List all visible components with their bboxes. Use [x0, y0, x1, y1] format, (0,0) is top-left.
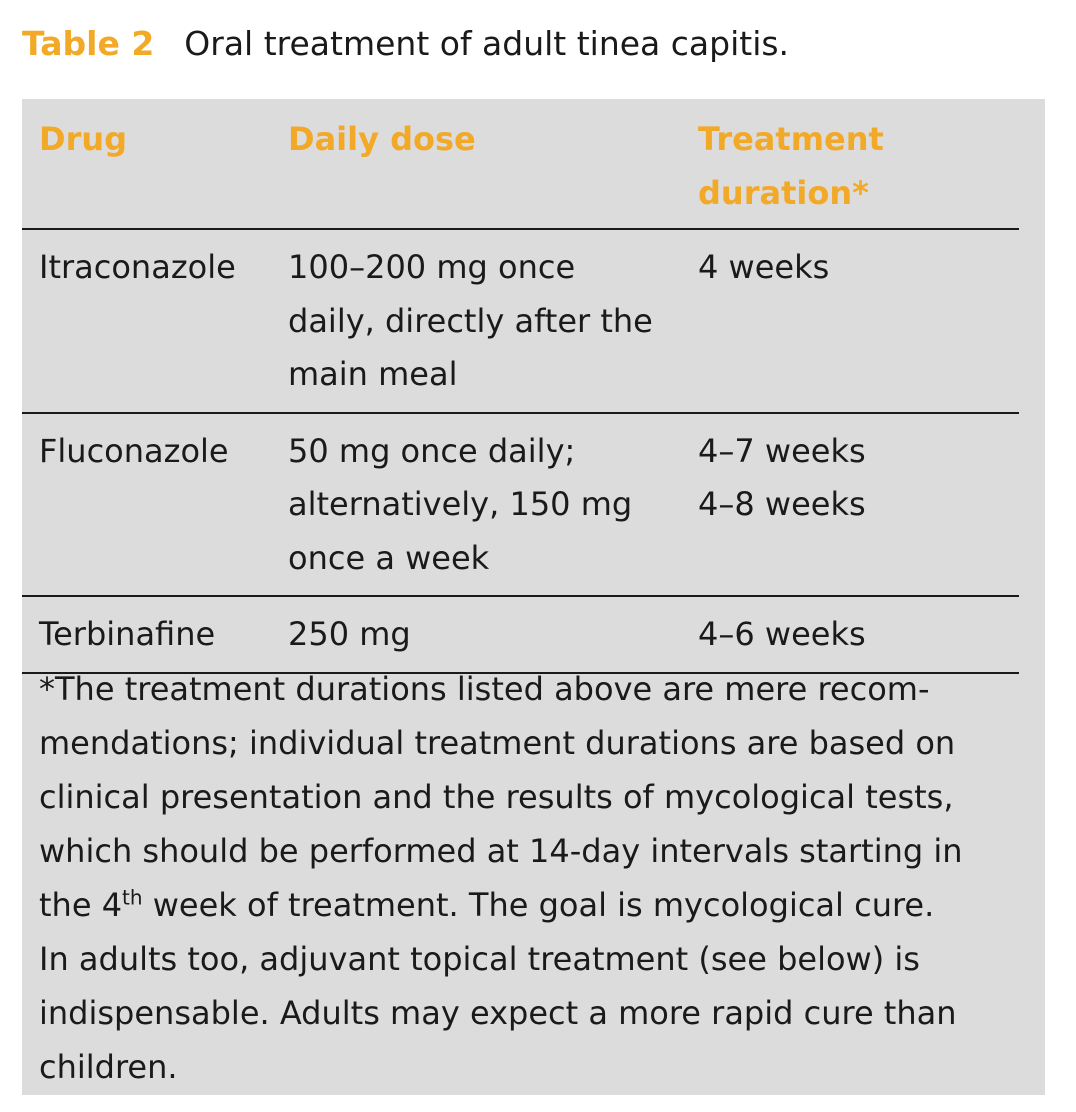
table-row — [22, 413, 1019, 597]
footnote-text: the 4 — [39, 886, 123, 924]
dose-line: daily, directly after the — [288, 301, 653, 340]
header-drug: Drug — [22, 99, 268, 229]
table-caption — [22, 22, 789, 66]
duration-line: 4–8 weeks — [698, 485, 866, 523]
footnote-line: In adults too, adjuvant topical treatment (see below) is — [39, 940, 920, 978]
duration-line: 4–6 weeks — [698, 615, 866, 653]
dose-line: main meal — [288, 355, 458, 393]
drug-cell: Itraconazole — [22, 229, 268, 413]
table-title: Oral treatment of adult tinea capitis. — [184, 24, 790, 63]
footnote-line: indispensable. Adults may expect a more rapid cure than — [39, 994, 957, 1032]
header-treatment-duration — [678, 99, 1019, 229]
drug-cell: Fluconazole — [22, 413, 268, 597]
footnote-line: mendations; individual treatment durations are based on — [39, 724, 956, 762]
footnote-line: *The treatment durations listed above are mere recom- — [39, 670, 930, 708]
dose-line: 100–200 mg once — [288, 248, 576, 286]
ordinal-superscript: th — [122, 885, 143, 910]
table-header-row — [22, 99, 1019, 229]
duration-cell — [678, 413, 1019, 597]
table-row — [22, 229, 1019, 413]
footnote-text: week of treatment. The goal is mycological cure. — [142, 886, 935, 924]
dose-line: 50 mg once daily; — [288, 431, 576, 470]
footnote-line: children. — [39, 1048, 178, 1086]
footnote-line — [39, 878, 1029, 932]
dose-line: alternatively, 150 mg — [288, 485, 633, 523]
header-treatment-duration-text: Treatment duration* — [698, 120, 884, 212]
table-panel — [22, 99, 1045, 1095]
drug-cell: Terbinafine — [22, 596, 268, 673]
footnote-line: clinical presentation and the results of mycological tests, — [39, 778, 954, 816]
table-footnote — [39, 662, 1029, 1094]
table-label: Table 2 — [22, 24, 155, 63]
dose-line: once a week — [288, 538, 490, 577]
duration-cell — [678, 229, 1019, 413]
duration-line: 4–7 weeks — [698, 431, 866, 470]
header-daily-dose: Daily dose — [268, 99, 678, 229]
dose-cell — [268, 229, 678, 413]
duration-line: 4 weeks — [698, 248, 830, 286]
dose-cell — [268, 413, 678, 597]
footnote-line: which should be performed at 14-day intervals starting in — [39, 832, 963, 870]
treatment-table — [22, 99, 1019, 674]
dose-line: 250 mg — [288, 615, 411, 653]
